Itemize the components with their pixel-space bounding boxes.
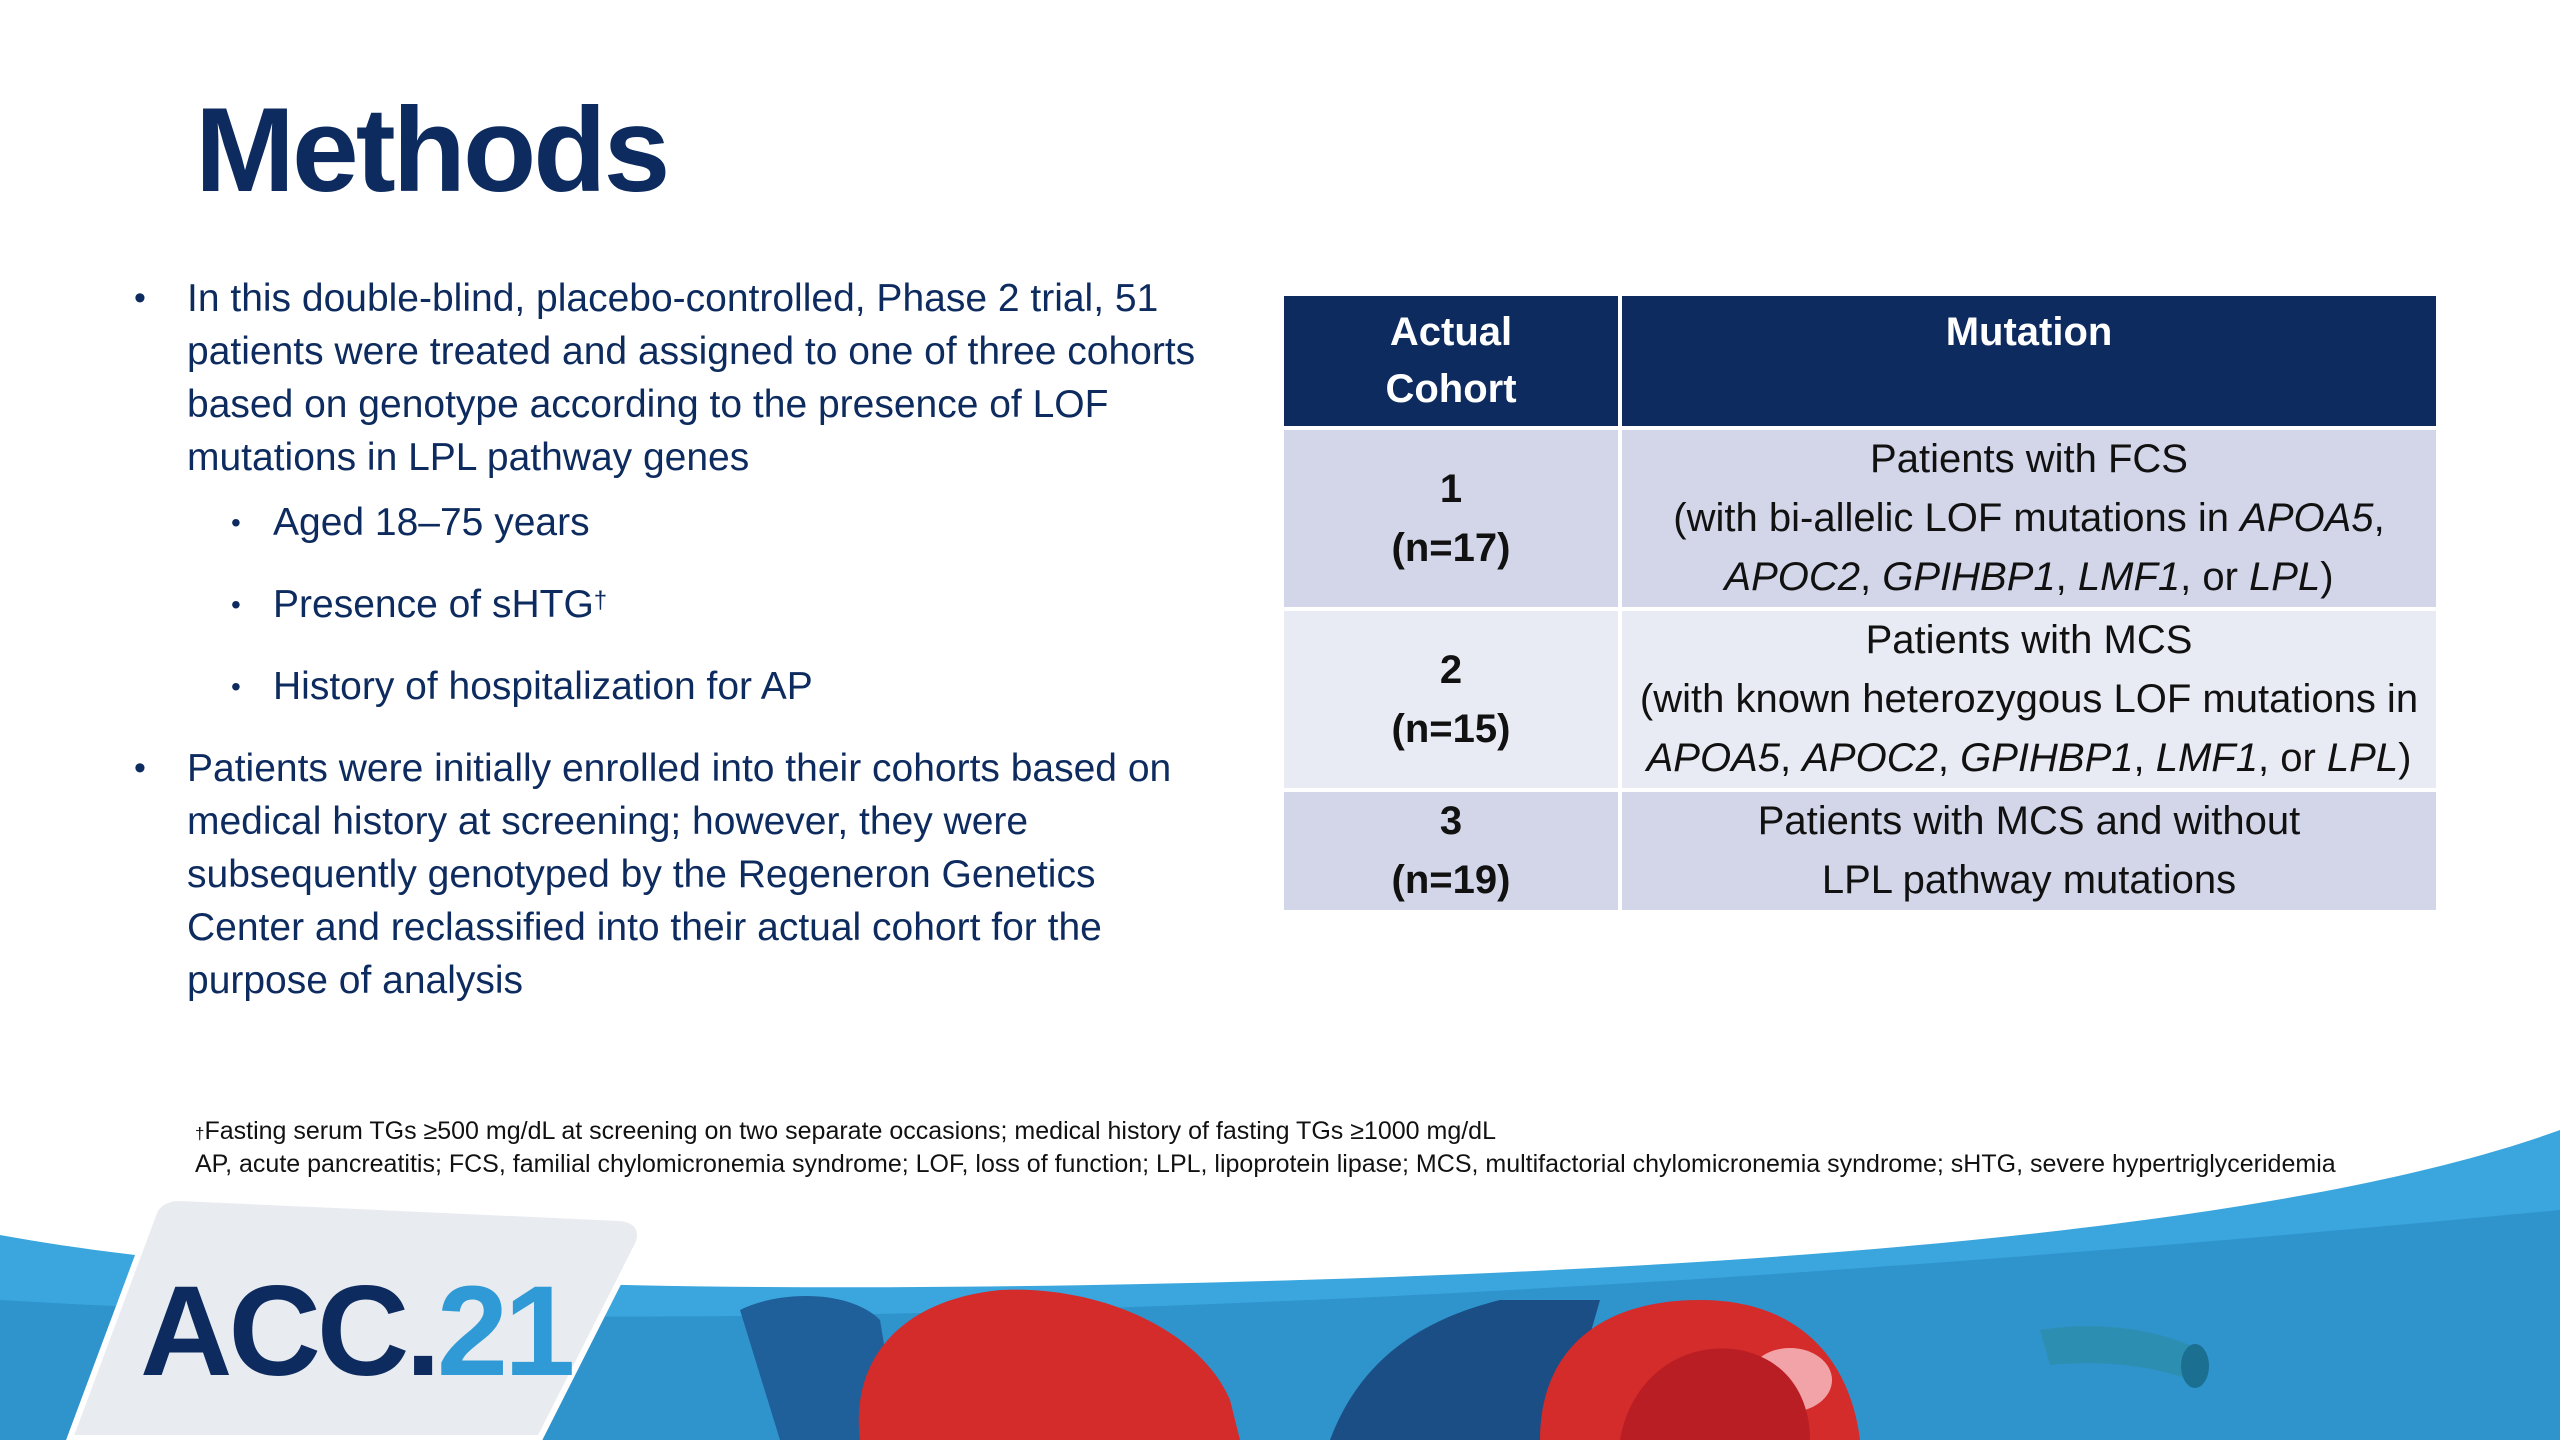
- cohort-cell: [1282, 609, 1620, 790]
- bullet-enrollment: • Patients were initially enrolled into their cohorts based on medical history at screening; however, they were subsequently genotyped by the Regeneron Genetics Center and reclassified into their actual cohort for the purpose of analysis: [130, 742, 1220, 1007]
- table-row: [1282, 790, 2438, 912]
- header-actual-cohort: [1282, 294, 1620, 428]
- gene-name: LMF1: [2155, 736, 2258, 780]
- footnote-dagger-mark: †: [195, 1124, 205, 1143]
- footnote-dagger-text: Fasting serum TGs ≥500 mg/dL at screening on two separate occasions; medical history of fasting TGs ≥1000 mg/dL: [204, 1117, 1496, 1145]
- gene-name: APOC2: [1802, 736, 1938, 780]
- header-mutation: Mutation: [1620, 294, 2438, 428]
- slide-title: Methods: [195, 83, 668, 217]
- table-row: [1282, 428, 2438, 609]
- bullet-age: • Aged 18–75 years: [227, 496, 1220, 549]
- logo-text: [140, 1260, 572, 1403]
- gene-name: APOC2: [1724, 555, 1861, 599]
- bullet-trial-design: • In this double-blind, placebo-controlled, Phase 2 trial, 51 patients were treated and assigned to one of three cohorts based on genotype according to the presence of LOF mutations in LPL pathway genes: [130, 272, 1220, 484]
- gene-name: APOA5: [1646, 736, 1781, 780]
- mutation-cell: [1620, 790, 2438, 912]
- cohort-cell: [1282, 790, 1620, 912]
- gene-name: GPIHBP1: [1882, 555, 2056, 599]
- mutation-cell: [1620, 428, 2438, 609]
- cohort-n: (n=17): [1391, 525, 1511, 570]
- mutation-text: Patients with MCS and without LPL pathway mutations: [1757, 799, 2301, 902]
- cohort-cell: [1282, 428, 1620, 609]
- logo-year: 21: [436, 1260, 572, 1403]
- footnote-dagger: [195, 1115, 2525, 1148]
- acc21-logo: [60, 1190, 640, 1440]
- mutation-title: Patients with MCS: [1865, 618, 2193, 662]
- gene-name: GPIHBP1: [1960, 736, 2134, 780]
- cohort-number: 2: [1439, 647, 1463, 692]
- bullet-shtg: [227, 578, 1220, 631]
- bullet-ap-history: • History of hospitalization for AP: [227, 660, 1220, 713]
- cohort-table: [1280, 292, 2440, 914]
- header-actual-cohort-label: Actual Cohort: [1385, 310, 1517, 411]
- mutation-cell: [1620, 609, 2438, 790]
- bullet-list: [130, 272, 1220, 1019]
- logo-acc: ACC.: [140, 1260, 437, 1403]
- gene-name: APOA5: [2240, 496, 2374, 540]
- footnote-abbreviations: AP, acute pancreatitis; FCS, familial chylomicronemia syndrome; LOF, loss of function; LPL, lipoprotein lipase; MCS, multifactorial chylomicronemia syndrome; sHTG, severe hypertriglyceridemia: [195, 1150, 2336, 1178]
- dagger-mark: †: [593, 587, 608, 614]
- gene-name: LMF1: [2077, 555, 2181, 599]
- bullet-shtg-text: Presence of sHTG: [273, 583, 594, 626]
- mutation-genes: (with known heterozygous LOF mutations in APOA5, APOC2, GPIHBP1, LMF1, or LPL): [1639, 677, 2419, 780]
- cohort-number: 1: [1439, 466, 1463, 511]
- vessel-right-end: [2181, 1344, 2209, 1388]
- cohort-n: (n=19): [1391, 858, 1511, 902]
- cohort-n: (n=15): [1391, 706, 1511, 751]
- table-row: [1282, 609, 2438, 790]
- footnotes: [195, 1115, 2525, 1181]
- mutation-genes: (with bi-allelic LOF mutations in APOA5, APOC2, GPIHBP1, LMF1, or LPL): [1673, 496, 2385, 599]
- table-header-row: [1282, 294, 2438, 428]
- gene-name: LPL: [2249, 555, 2321, 599]
- mutation-title: Patients with FCS: [1870, 437, 2188, 481]
- cohort-number: 3: [1439, 799, 1463, 843]
- gene-name: LPL: [2326, 736, 2399, 780]
